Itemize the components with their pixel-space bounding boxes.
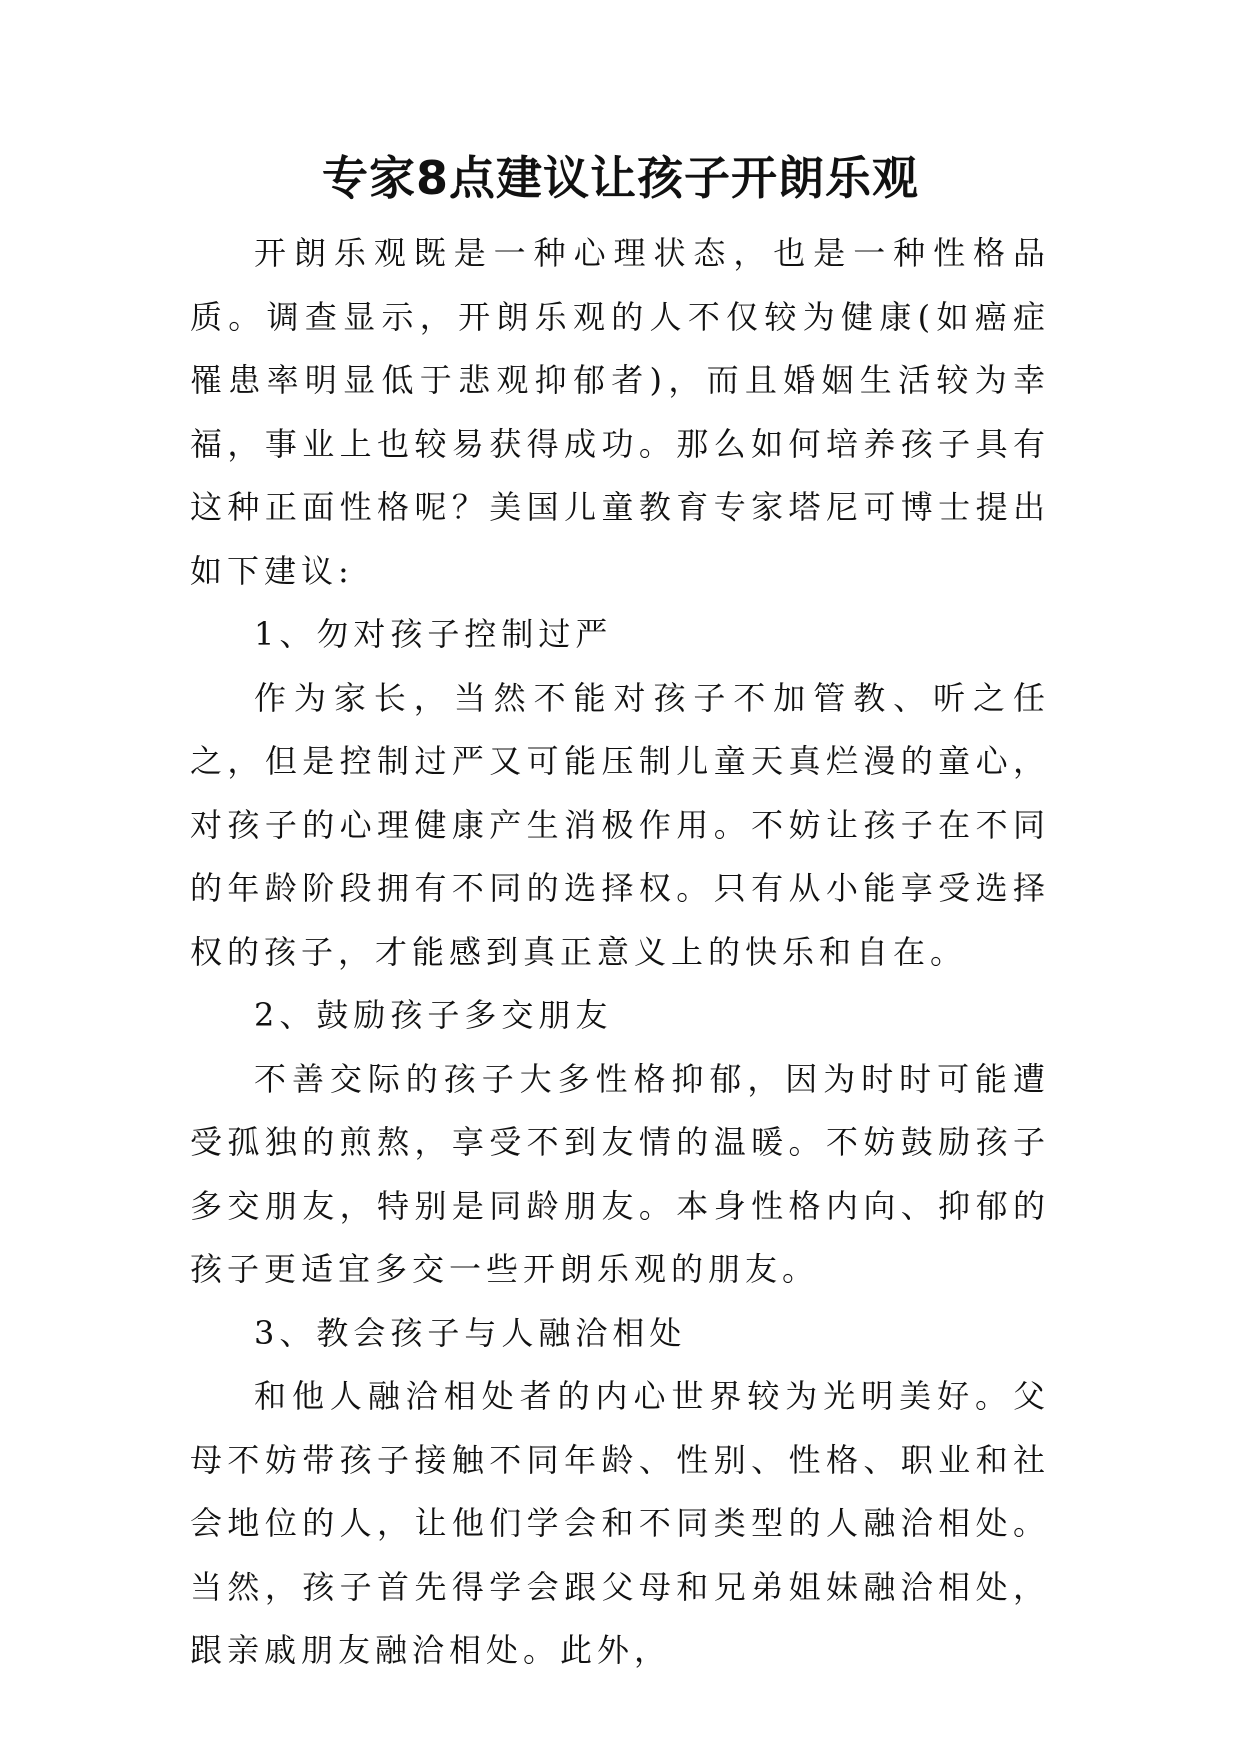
section-heading-1: 1、勿对孩子控制过严 — [254, 615, 613, 653]
section-heading-2: 2、鼓励孩子多交朋友 — [254, 996, 613, 1034]
section-paragraph-2: 不善交际的孩子大多性格抑郁，因为时时可能遭受孤独的煎熬，享受不到友情的温暖。不妨鼓励孩子多交朋友，特别是同龄朋友。本身性格内向、抑郁的孩子更适宜多交一些开朗乐观的朋友。 — [190, 1059, 1050, 1288]
document-title: 专家8点建议让孩子开朗乐观 — [321, 151, 919, 205]
intro-paragraph: 开朗乐观既是一种心理状态，也是一种性格品质。调查显示，开朗乐观的人不仅较为健康(如癌症罹患率明显低于悲观抑郁者)，而且婚姻生活较为幸福，事业上也较易获得成功。那么如何培养孩子具有这种正面性格呢？美国儿童教育专家塔尼可博士提出如下建议: — [190, 234, 1050, 590]
section-paragraph-1: 作为家长，当然不能对孩子不加管教、听之任之，但是控制过严又可能压制儿童天真烂漫的童心，对孩子的心理健康产生消极作用。不妨让孩子在不同的年龄阶段拥有不同的选择权。只有从小能享受选择权的孩子，才能感到真正意义上的快乐和自在。 — [190, 678, 1050, 971]
document-body — [190, 222, 1050, 1683]
section-heading-3: 3、教会孩子与人融洽相处 — [254, 1313, 687, 1352]
section-paragraph-3: 和他人融洽相处者的内心世界较为光明美好。父母不妨带孩子接触不同年龄、性别、性格、职业和社会地位的人，让他们学会和不同类型的人融洽相处。当然，孩子首先得学会跟父母和兄弟姐妹融洽相处，跟亲戚朋友融洽相处。此外， — [190, 1377, 1050, 1669]
